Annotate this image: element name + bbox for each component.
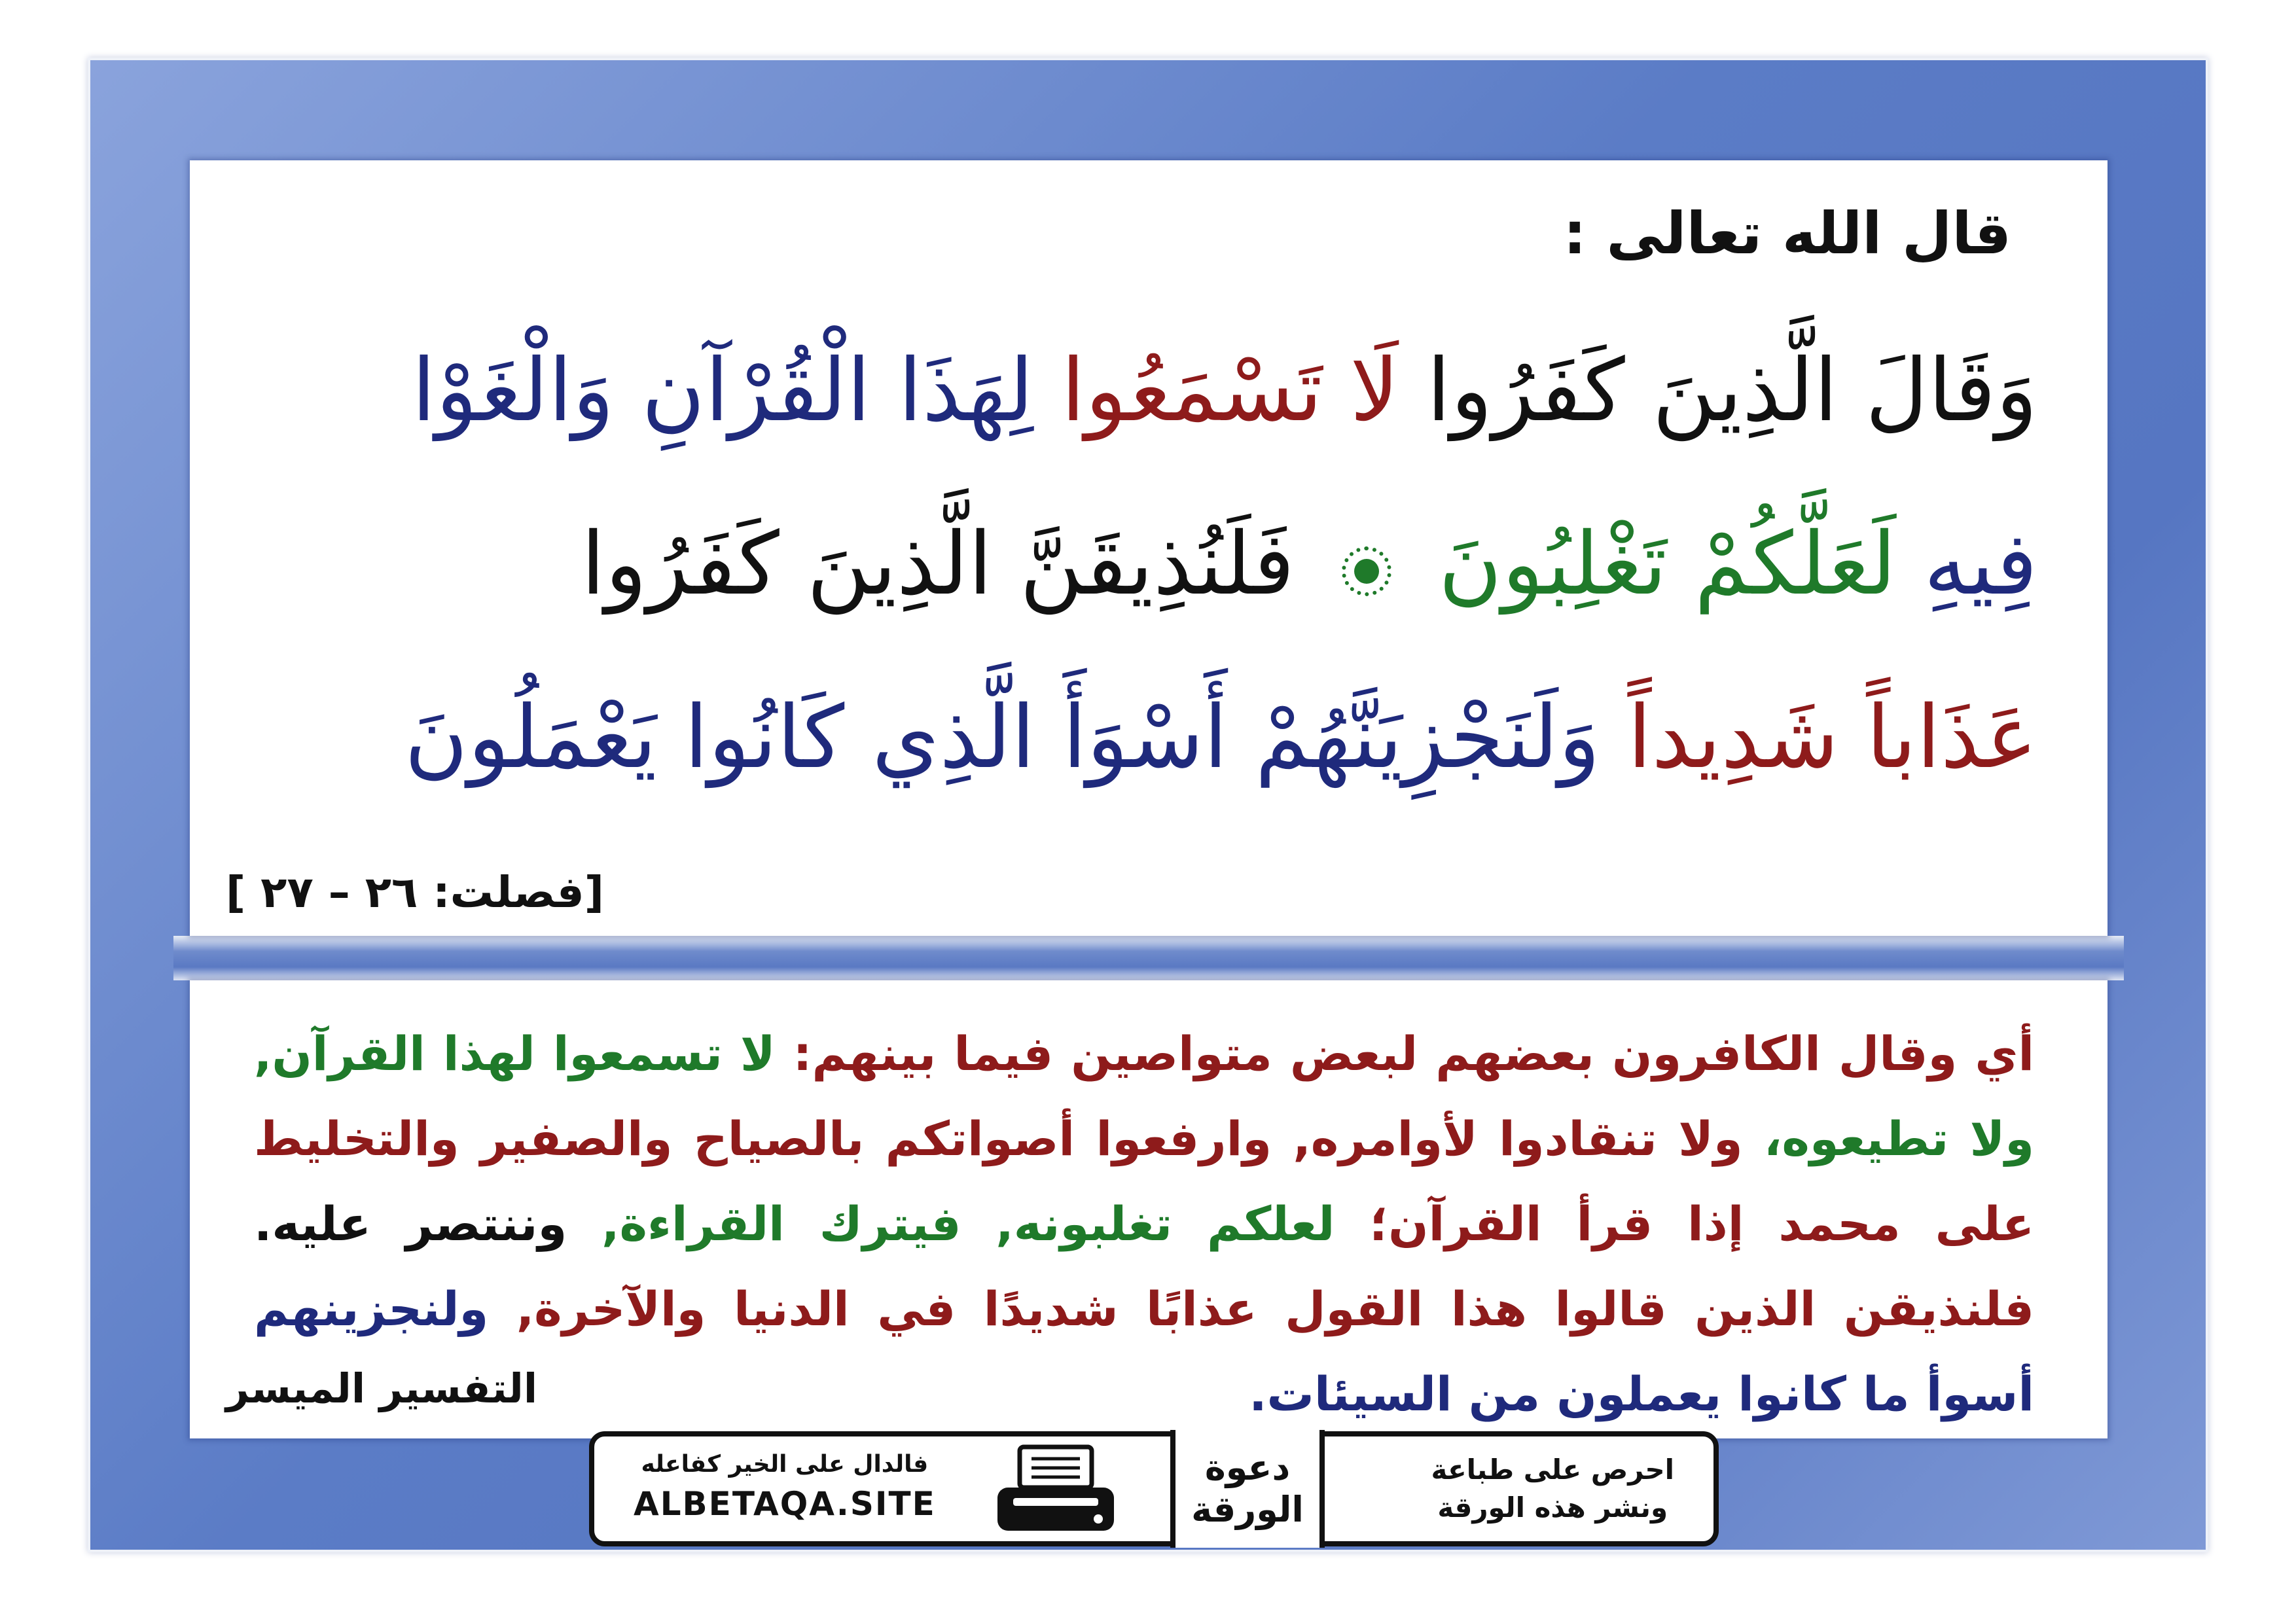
verse-segment: لَعَلَّكُمْ تَغْلِبُونَ — [1438, 514, 1897, 615]
logo-text: الورقة — [1191, 1489, 1304, 1530]
site-link[interactable]: ALBETAQA.SITE — [634, 1485, 936, 1523]
footer-banner — [589, 1431, 1719, 1546]
verse-line-3 — [404, 687, 2037, 788]
tafsir-source: التفسير الميسر — [226, 1364, 538, 1412]
tafsir-segment: فلنذيقن الذين قالوا هذا القول عذابًا شديدًا في الدنيا والآخرة, — [488, 1281, 2034, 1336]
divider-bar — [173, 936, 2124, 980]
footer-text: احرص على طباعة — [1431, 1454, 1674, 1486]
dawah-logo — [1170, 1430, 1325, 1548]
verse-segment: وَلَنَجْزِيَنَّهُمْ أَسْوَأَ الَّذِي كَانُوا يَعْمَلُونَ — [404, 687, 1600, 788]
logo-text: دعوة — [1204, 1447, 1291, 1488]
footer-print-note — [1431, 1451, 1675, 1527]
footer-text: ونشر هذه الورقة — [1437, 1491, 1668, 1524]
ayah-end-icon — [1342, 546, 1391, 596]
verse-segment: لَا تَسْمَعُوا — [1033, 340, 1427, 441]
verse-segment: فَلَنُذِيقَنَّ الَّذِينَ كَفَرُوا — [581, 514, 1295, 615]
verse-segment: فِيهِ — [1924, 514, 2037, 615]
printer-icon — [994, 1443, 1118, 1535]
verse-segment: وَقَالَ الَّذِينَ كَفَرُوا — [1426, 340, 2037, 441]
heading: قال الله تعالى : — [1563, 200, 2011, 267]
verse-segment: عَذَاباً شَدِيداً — [1627, 687, 2037, 788]
tafsir-segment: وننتصر عليه. — [254, 1196, 567, 1251]
verse-line-2 — [467, 514, 2037, 615]
tafsir-segment: لعلكم تغلبونه, فيترك القراءة, — [567, 1196, 1335, 1251]
tafsir-segment: لا تسمعوا لهذا القرآن, ولا تطيعوه، — [254, 1026, 2035, 1166]
tafsir-segment: ولنجزينهم أسوأ ما كانوا يعملون من السيئات. — [254, 1281, 2034, 1421]
verse-line-1 — [412, 340, 2037, 441]
verse-segment: لِهَذَا الْقُرْآنِ وَالْغَوْا — [412, 340, 1034, 441]
verse-reference: [فصلت: ٢٦ – ٢٧ ] — [226, 867, 604, 918]
tafsir-segment: أي وقال الكافرون بعضهم لبعض متواصين فيما بينهم: — [775, 1026, 2034, 1081]
tafsir-segment: ولا تنقادوا لأوامره, وارفعوا أصواتكم بالصياح والصفير والتخليط على محمد إذا قرأ القرآن؛ — [254, 1111, 2035, 1251]
footer-text: فالدال على الخير كفاعله — [641, 1451, 929, 1478]
footer-site-block — [634, 1448, 936, 1527]
